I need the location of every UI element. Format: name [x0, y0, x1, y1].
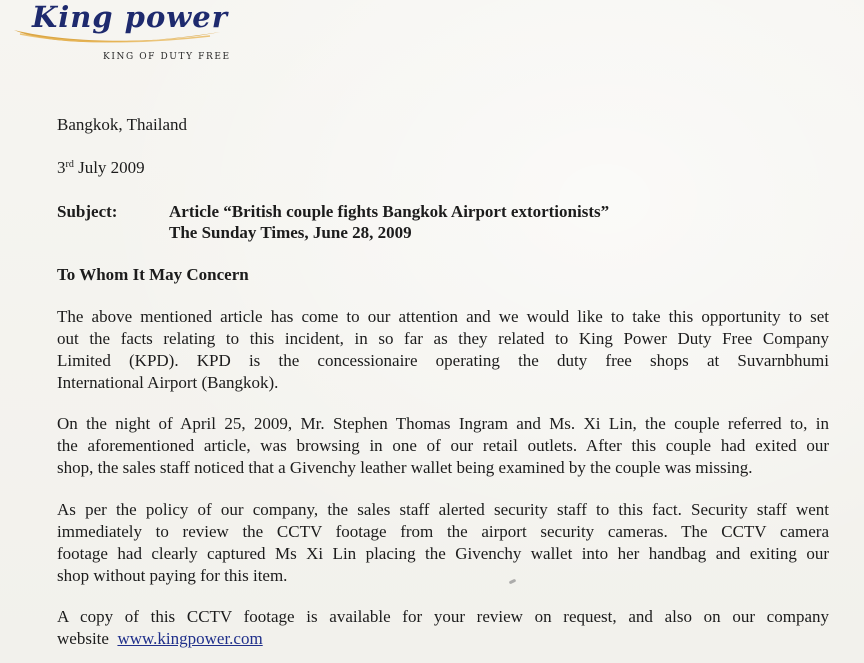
paragraph-line: immediately to review the CCTV footage from the airport security cameras. The CCTV camera [57, 522, 829, 541]
paragraph-line: International Airport (Bangkok). [57, 373, 279, 392]
paragraph-line: out the facts relating to this incident, in so far as they related to King Power Duty Free Company [57, 329, 829, 348]
paragraph-line: the aforementioned article, was browsing in one of our retail outlets. After this couple had exited our [57, 436, 829, 455]
paragraph-2 [57, 413, 829, 479]
subject-label: Subject: [57, 202, 118, 221]
paragraph-line: Limited (KPD). KPD is the concessionaire operating the duty free shops at Suvarnbhumi [57, 351, 829, 370]
paragraph-line: On the night of April 25, 2009, Mr. Stephen Thomas Ingram and Ms. Xi Lin, the couple referred to, in [57, 414, 829, 433]
letter-date [57, 157, 145, 179]
subject-line-1: Article “British couple fights Bangkok Airport extortionists” [169, 202, 610, 221]
logo-tagline: KING OF DUTY FREE [103, 52, 231, 62]
subject-line-2: The Sunday Times, June 28, 2009 [169, 223, 412, 242]
website-prefix: website [57, 629, 118, 648]
paragraph-line-with-link [57, 628, 829, 650]
letter-location: Bangkok, Thailand [57, 115, 187, 134]
website-link[interactable]: www.kingpower.com [117, 629, 263, 648]
salutation: To Whom It May Concern [57, 265, 249, 284]
paragraph-3 [57, 499, 829, 587]
paragraph-line: shop, the sales staff noticed that a Givenchy leather wallet being examined by the couple was missing. [57, 458, 753, 477]
paragraph-line: The above mentioned article has come to our attention and we would like to take this opportunity to set [57, 307, 829, 326]
date-suffix: rd [65, 159, 74, 170]
paragraph-line: footage had clearly captured Ms Xi Lin placing the Givenchy wallet into her handbag and exiting our [57, 544, 829, 563]
date-day: 3 [57, 158, 66, 177]
paragraph-line: A copy of this CCTV footage is available for your review on request, and also on our company [57, 607, 829, 626]
paragraph-line: shop without paying for this item. [57, 566, 288, 585]
paragraph-1 [57, 306, 829, 394]
subject-text [169, 201, 609, 243]
logo-wordmark: King power [32, 0, 228, 34]
king-power-logo [10, 0, 240, 70]
paragraph-line: As per the policy of our company, the sales staff alerted security staff to this fact. Security staff went [57, 500, 829, 519]
date-rest: July 2009 [73, 158, 145, 177]
paragraph-4 [57, 606, 829, 650]
